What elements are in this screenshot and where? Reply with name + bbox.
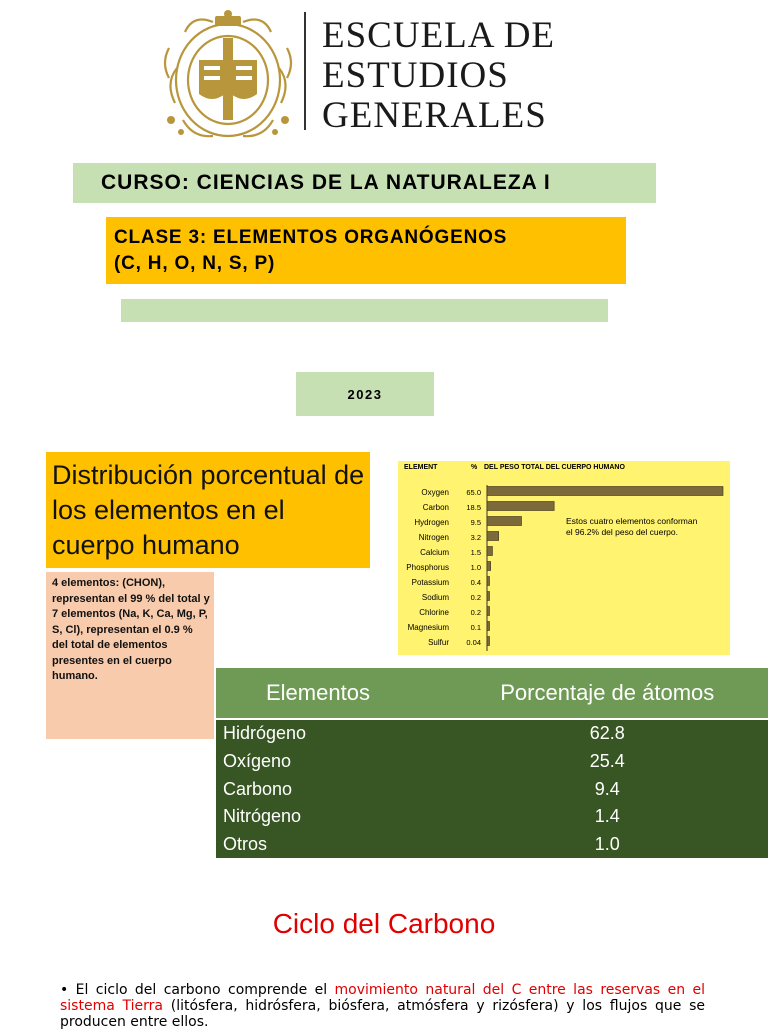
header-divider: [304, 12, 306, 130]
chart-percent-header: %: [471, 464, 478, 471]
chart-category-label: Calcium: [420, 548, 449, 557]
carbon-cycle-bullet: [60, 982, 705, 1030]
bullet-text-suffix: (litósfera, hidrósfera, biósfera, atmósfera y rizósfera) y los flujos que se producen entre ellos.: [60, 998, 706, 1030]
chart-value-label: 0.4: [470, 578, 481, 587]
chart-value-label: 0.2: [470, 608, 481, 617]
institution-line-2: ESTUDIOS: [322, 55, 509, 96]
element-cell: Hidrógeno: [216, 719, 447, 748]
chart-value-label: 18.5: [466, 503, 481, 512]
table-row: [216, 748, 768, 776]
chart-bar: [487, 637, 490, 646]
bullet-highlight: movimiento natural del C entre las reservas en el sistema Tierra: [60, 982, 705, 1014]
body-composition-chart: [398, 461, 730, 655]
empty-banner: [121, 299, 608, 322]
chart-bar: [487, 592, 490, 601]
chart-value-label: 0.04: [466, 638, 481, 647]
chart-value-label: 1.0: [470, 563, 481, 572]
table-row: [216, 830, 768, 858]
chart-bar: [487, 487, 723, 496]
column-header-percent: Porcentaje de átomos: [447, 668, 768, 719]
chart-category-label: Oxygen: [421, 488, 449, 497]
chart-category-label: Carbon: [422, 503, 449, 512]
percent-cell: 9.4: [447, 775, 768, 803]
chart-element-header: ELEMENT: [404, 464, 438, 471]
chart-category-label: Sulfur: [428, 638, 449, 647]
chart-category-label: Sodium: [421, 593, 449, 602]
chart-category-label: Magnesium: [407, 623, 449, 632]
element-cell: Oxígeno: [216, 748, 447, 776]
element-cell: Nitrógeno: [216, 803, 447, 831]
percent-cell: 62.8: [447, 719, 768, 748]
percent-cell: 1.4: [447, 803, 768, 831]
class-title: CLASE 3: ELEMENTOS ORGANÓGENOS: [114, 227, 508, 248]
chart-bar: [487, 502, 554, 511]
institution-line-1: ESCUELA DE: [322, 15, 556, 56]
element-cell: Carbono: [216, 775, 447, 803]
university-seal-logo: [163, 8, 293, 143]
chart-bar: [487, 517, 521, 526]
chart-category-label: Potassium: [411, 578, 449, 587]
chart-bar: [487, 562, 491, 571]
institution-line-3: GENERALES: [322, 95, 547, 136]
chart-bar: [487, 532, 499, 541]
percent-cell: 1.0: [447, 830, 768, 858]
chart-category-label: Chlorine: [419, 608, 449, 617]
column-header-elements: Elementos: [216, 668, 447, 719]
bullet-text-prefix: El ciclo del carbono comprende el: [75, 982, 335, 998]
bullet-marker: •: [60, 982, 76, 998]
chart-annotation-line-1: Estos cuatro elementos conforman: [566, 516, 698, 526]
institution-name: [322, 16, 555, 136]
distribution-title: Distribución porcentual de los elementos en el cuerpo humano: [46, 452, 370, 568]
chart-value-label: 0.1: [470, 623, 481, 632]
element-cell: Otros: [216, 830, 447, 858]
table-row: [216, 775, 768, 803]
atoms-percentage-table: [216, 668, 768, 858]
chart-annotation-line-2: el 96.2% del peso del cuerpo.: [566, 527, 678, 537]
chart-bar: [487, 577, 490, 586]
carbon-cycle-title: Ciclo del Carbono: [272, 908, 496, 939]
table-row: [216, 719, 768, 748]
chart-bar: [487, 547, 492, 556]
percent-cell: 25.4: [447, 748, 768, 776]
chart-value-label: 65.0: [466, 488, 481, 497]
chart-category-label: Phosphorus: [406, 563, 449, 572]
chart-value-label: 1.5: [470, 548, 481, 557]
chart-category-label: Nitrogen: [418, 533, 449, 542]
table-header-row: [216, 668, 768, 719]
table-row: [216, 803, 768, 831]
chart-value-label: 9.5: [470, 518, 481, 527]
class-elements: (C, H, O, N, S, P): [114, 253, 276, 274]
year-badge: 2023: [296, 372, 434, 416]
chart-value-label: 0.2: [470, 593, 481, 602]
chart-value-label: 3.2: [470, 533, 481, 542]
chart-bar: [487, 622, 490, 631]
chon-note: 4 elementos: (CHON), representan el 99 % del total y 7 elementos (Na, K, Ca, Mg, P, S, Cl), representan el 0.9 % del total de elementos presentes en el cuerpo humano.: [46, 572, 214, 739]
class-banner: [106, 217, 626, 284]
chart-category-label: Hydrogen: [414, 518, 449, 527]
chart-title: DEL PESO TOTAL DEL CUERPO HUMANO: [484, 464, 625, 471]
chart-bar: [487, 607, 490, 616]
course-banner: CURSO: CIENCIAS DE LA NATURALEZA I: [73, 163, 656, 203]
